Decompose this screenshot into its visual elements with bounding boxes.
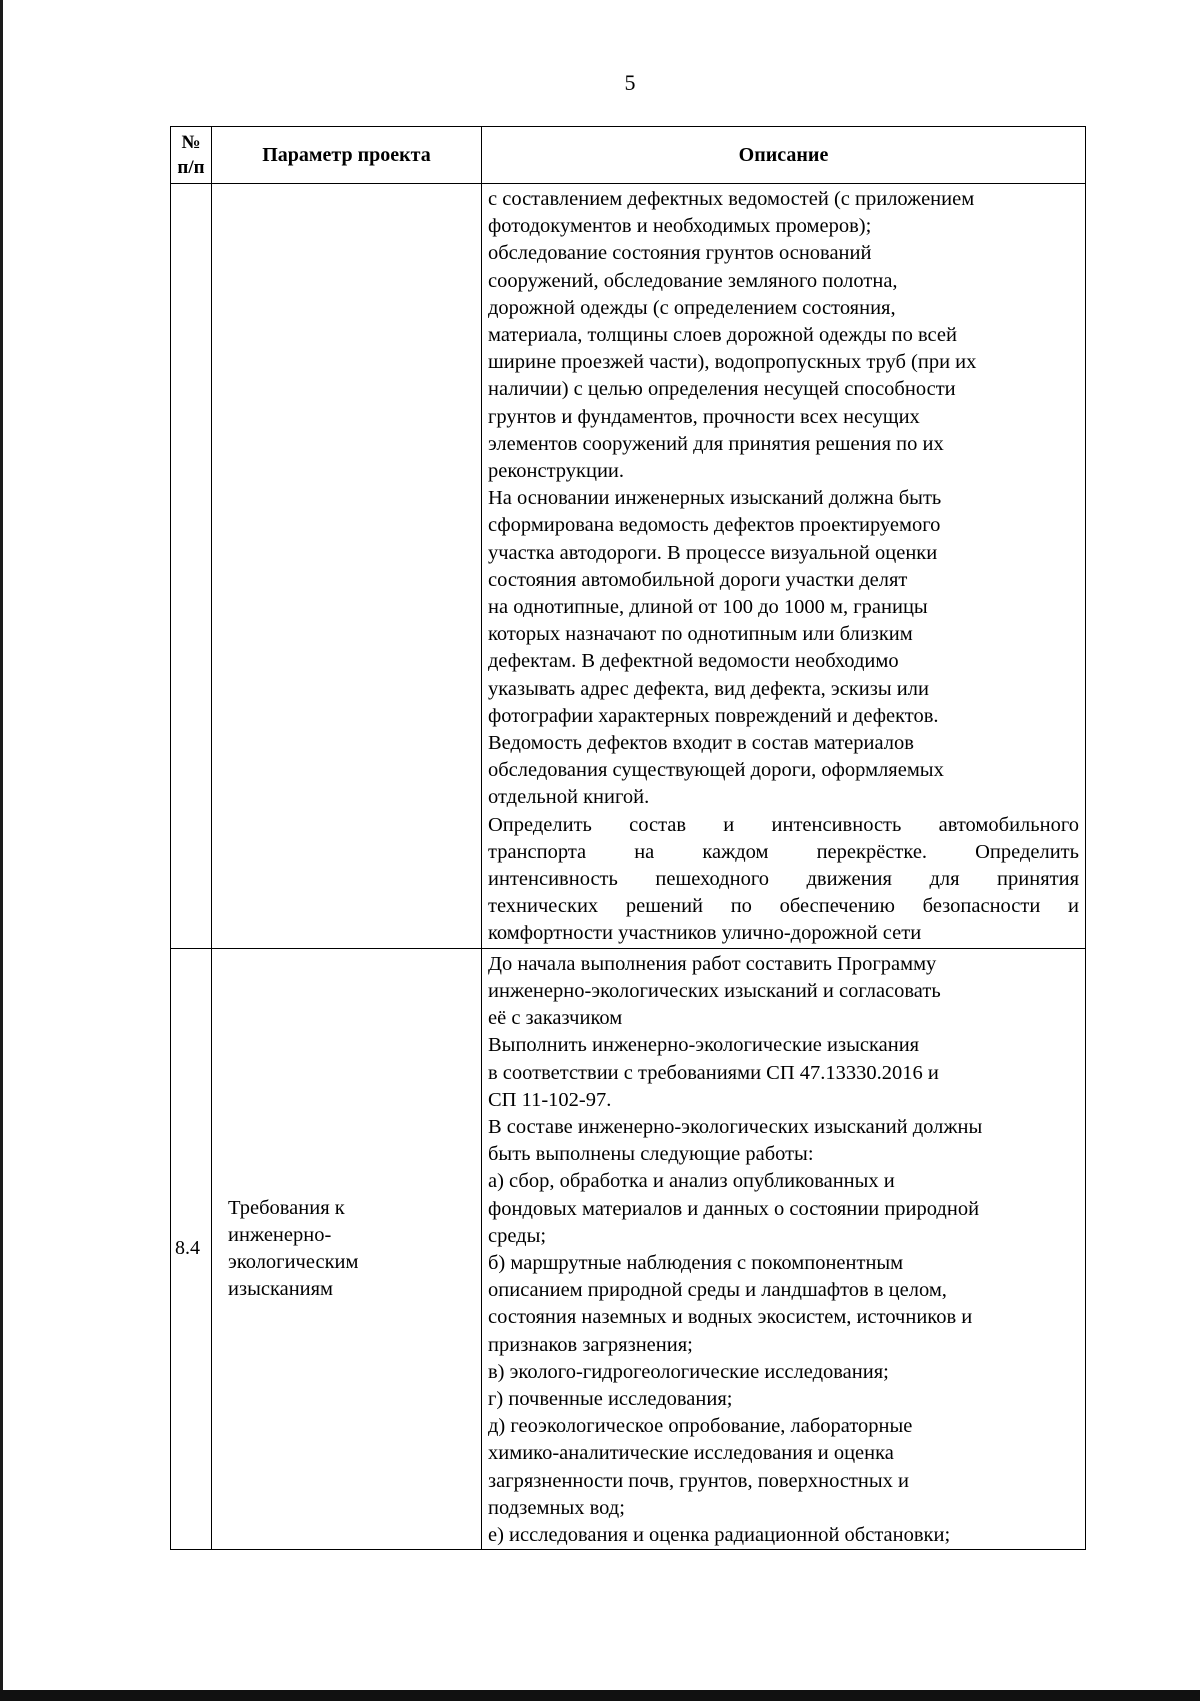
description-line: инженерно-экологических изысканий и согласовать	[488, 979, 941, 1002]
description-line: наличии) с целью определения несущей способности	[488, 378, 956, 401]
description-line: Ведомость дефектов входит в состав материалов	[488, 732, 914, 755]
description-line: которых назначают по однотипным или близким	[488, 623, 913, 646]
description-line: Определить состав и интенсивность автомобильного	[488, 813, 1079, 836]
description-line: в соответствии с требованиями СП 47.13330.2016 и	[488, 1061, 939, 1084]
description-line: состояния автомобильной дороги участки делят	[488, 568, 908, 591]
row-description	[482, 948, 1086, 1549]
description-line: описанием природной среды и ландшафтов в целом,	[488, 1279, 947, 1302]
description-line: фондовых материалов и данных о состоянии природной	[488, 1197, 980, 1220]
description-line: в) эколого-гидрогеологические исследования;	[488, 1360, 889, 1383]
description-line: химико-аналитические исследования и оценка	[488, 1442, 894, 1465]
description-line: её с заказчиком	[488, 1007, 623, 1030]
description-line: быть выполнены следующие работы:	[488, 1143, 814, 1166]
description-line: материала, толщины слоев дорожной одежды по всей	[488, 324, 957, 347]
description-line: На основании инженерных изысканий должна быть	[488, 487, 942, 510]
description-line: дорожной одежды (с определением состояния,	[488, 296, 896, 319]
description-line: интенсивность пешеходного движения для принятия	[488, 868, 1079, 891]
row-parameter	[212, 948, 482, 1549]
row-parameter	[212, 184, 482, 949]
header-parameter: Параметр проекта	[212, 127, 482, 184]
description-line: обследование состояния грунтов оснований	[488, 242, 872, 265]
description-line: комфортности участников улично-дорожной сети	[488, 922, 922, 945]
description-line: с составлением дефектных ведомостей (с приложением	[488, 188, 975, 210]
description-line: отдельной книгой.	[488, 786, 650, 809]
description-line: участка автодороги. В процессе визуальной оценки	[488, 541, 938, 564]
description-line: подземных вод;	[488, 1496, 625, 1519]
description-line: среды;	[488, 1224, 547, 1247]
description-line: а) сбор, обработка и анализ опубликованных и	[488, 1170, 895, 1193]
requirements-table	[170, 126, 1086, 1550]
description-line: дефектам. В дефектной ведомости необходимо	[488, 650, 899, 673]
description-line: технических решений по обеспечению безопасности и	[488, 895, 1079, 918]
description-line: указывать адрес дефекта, вид дефекта, эскизы или	[488, 677, 929, 700]
header-number: № п/п	[171, 127, 212, 184]
description-line: загрязненности почв, грунтов, поверхностных и	[488, 1469, 909, 1492]
description-line: г) почвенные исследования;	[488, 1387, 733, 1410]
description-line: на однотипные, длиной от 100 до 1000 м, границы	[488, 596, 928, 619]
scan-edge	[0, 1690, 1200, 1701]
description-line: е) исследования и оценка радиационной обстановки;	[488, 1523, 951, 1546]
table-row	[171, 948, 1086, 1549]
scan-edge	[0, 0, 3, 1701]
page-number: 5	[624, 70, 636, 95]
header-description: Описание	[482, 127, 1086, 184]
description-line: состояния наземных и водных экосистем, источников и	[488, 1306, 973, 1329]
table-row	[171, 184, 1086, 949]
description-line: фотодокументов и необходимых промеров);	[488, 215, 872, 238]
row-number	[171, 184, 212, 949]
description-line: ширине проезжей части), водопропускных труб (при их	[488, 351, 977, 374]
description-line: До начала выполнения работ составить Программу	[488, 952, 937, 975]
row-parameter-text: Требования к инженерно- экологическим изысканиям	[228, 1196, 359, 1300]
description-line: грунтов и фундаментов, прочности всех несущих	[488, 405, 920, 428]
description-line: фотографии характерных повреждений и дефектов.	[488, 704, 939, 727]
description-line: транспорта на каждом перекрёстке. Определить	[488, 840, 1079, 863]
row-description	[482, 184, 1086, 949]
row-number-text: 8.4	[175, 1237, 200, 1260]
description-line: б) маршрутные наблюдения с покомпонентным	[488, 1251, 904, 1274]
description-line: обследования существующей дороги, оформляемых	[488, 759, 944, 782]
description-line: Выполнить инженерно-экологические изыскания	[488, 1034, 920, 1057]
description-line: признаков загрязнения;	[488, 1333, 693, 1356]
row-number	[171, 948, 212, 1549]
description-line: сооружений, обследование земляного полотна,	[488, 269, 898, 292]
description-line: реконструкции.	[488, 460, 625, 483]
description-line: элементов сооружений для принятия решения по их	[488, 432, 944, 455]
description-line: сформирована ведомость дефектов проектируемого	[488, 514, 941, 537]
table-header-row	[171, 127, 1086, 184]
description-line: В составе инженерно-экологических изысканий должны	[488, 1115, 983, 1138]
description-line: СП 11-102-97.	[488, 1088, 612, 1111]
description-line: д) геоэкологическое опробование, лабораторные	[488, 1415, 913, 1438]
